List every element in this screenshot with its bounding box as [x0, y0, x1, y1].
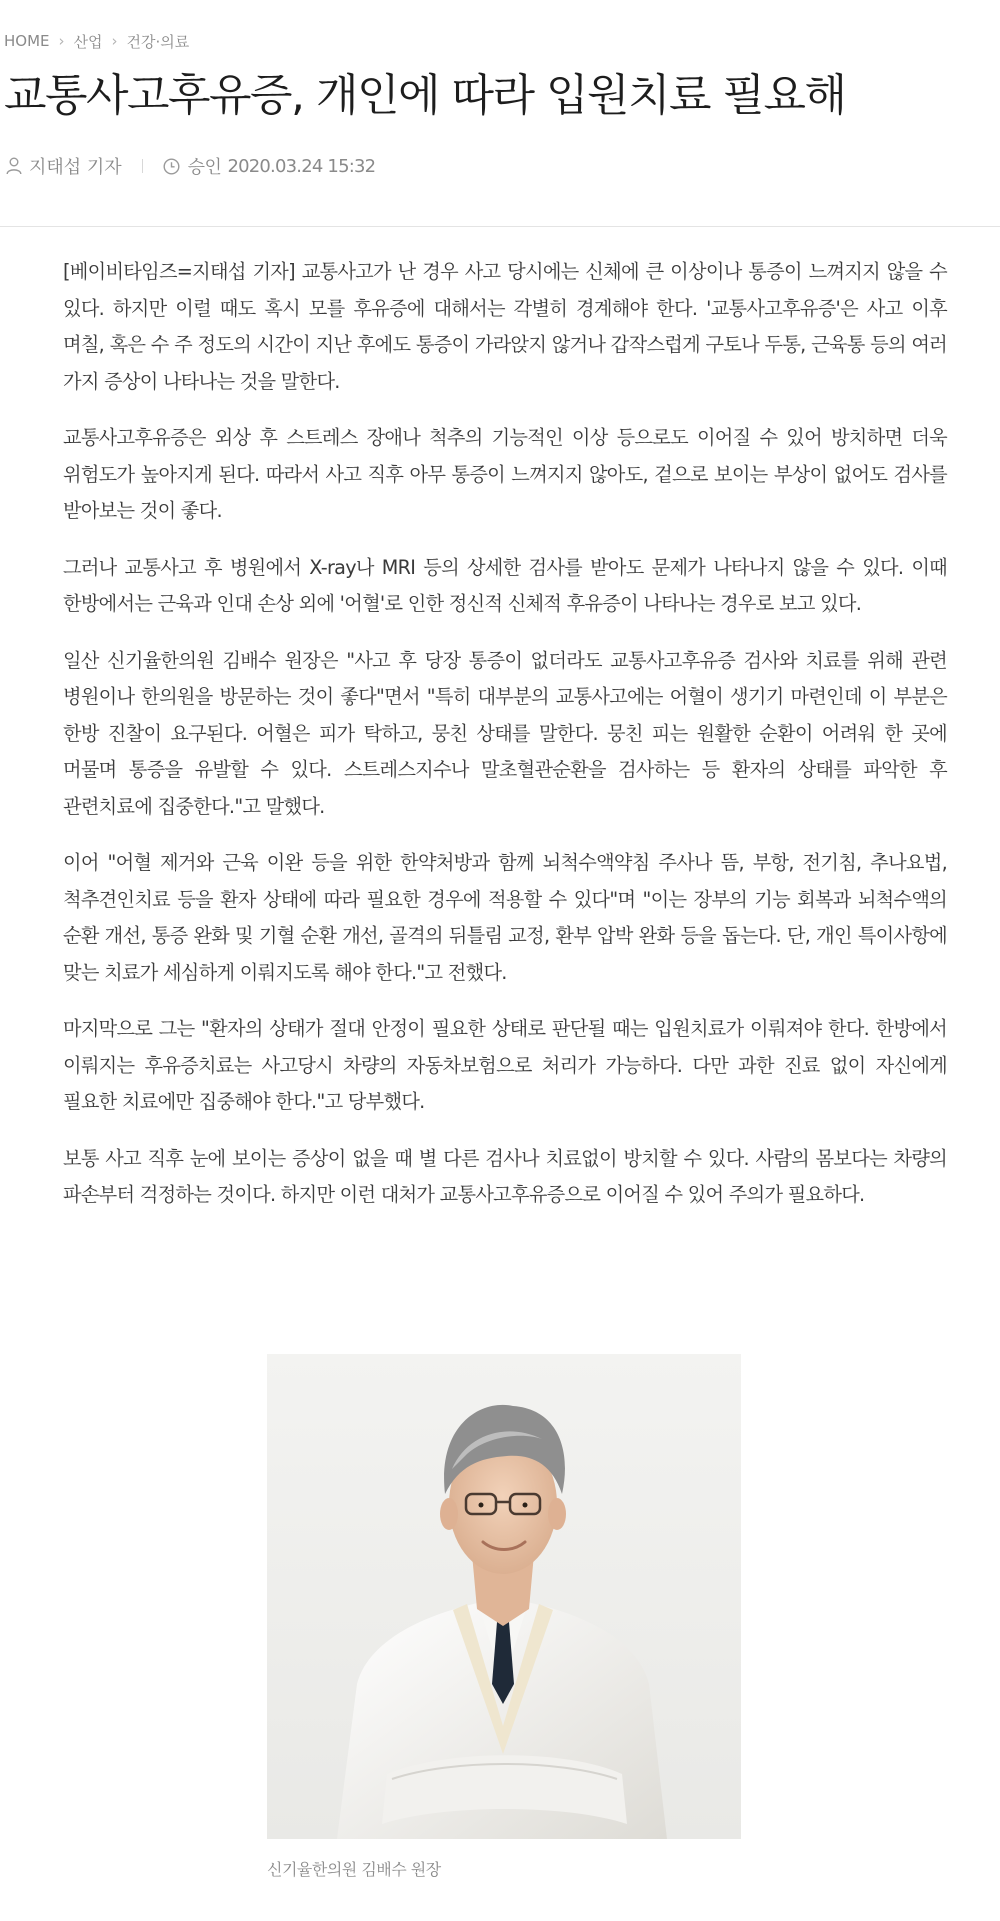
clock-icon: [163, 158, 180, 175]
breadcrumb-subsection[interactable]: 건강·의료: [126, 32, 190, 51]
article-body: [63, 254, 947, 1234]
user-icon: [6, 157, 22, 175]
article-paragraph: 일산 신기율한의원 김배수 원장은 "사고 후 당장 통증이 없더라도 교통사고후유증 검사와 치료를 위해 관련 병원이나 한의원을 방문하는 것이 좋다"면서 "특히 대부분의 교통사고에는 어혈이 생기기 마련인데 이 부분은 한방 진찰이 요구된다. 어혈은 피가 탁하고, 뭉친 상태를 말한다. 뭉친 피는 원활한 순환이 어려워 한 곳에 머물며 통증을 유발할 수 있다. 스트레스지수나 말초혈관순환을 검사하는 등 환자의 상태를 파악한 후 관련치료에 집중한다."고 말했다.: [63, 648, 947, 818]
header-divider: [0, 226, 1000, 227]
breadcrumb: [4, 30, 189, 52]
article-paragraph: 이어 "어혈 제거와 근육 이완 등을 위한 한약처방과 함께 뇌척수액약침 주사나 뜸, 부항, 전기침, 추나요법, 척추견인치료 등을 환자 상태에 따라 필요한 경우에 적용할 수 있다"며 "이는 장부의 기능 회복과 뇌척수액의 순환 개선, 통증 완화 및 기혈 순환 개선, 골격의 뒤틀림 교정, 환부 압박 완화 등을 돕는다. 단, 개인 특이사항에 맞는 치료가 세심하게 이뤄지도록 해야 한다."고 전했다.: [63, 851, 947, 984]
publish-date: 2020.03.24 15:32: [227, 155, 376, 177]
breadcrumb-section[interactable]: 산업: [73, 32, 103, 51]
article-paragraph: 보통 사고 직후 눈에 보이는 증상이 없을 때 별 다른 검사나 치료없이 방치할 수 있다. 사람의 몸보다는 차량의 파손부터 걱정하는 것이다. 하지만 이런 대처가 교통사고후유증으로 이어질 수 있어 주의가 필요하다.: [63, 1146, 947, 1206]
article-paragraph: [베이비타임즈=지태섭 기자] 교통사고가 난 경우 사고 당시에는 신체에 큰 이상이나 통증이 느껴지지 않을 수 있다. 하지만 이럴 때도 혹시 모를 후유증에 대해서는 각별히 경계해야 한다. '교통사고후유증'은 사고 이후 며칠, 혹은 수 주 정도의 시간이 지난 후에도 통증이 가라앉지 않거나 갑작스럽게 구토나 두통, 근육통 등의 여러 가지 증상이 나타나는 것을 말한다.: [63, 260, 947, 393]
chevron-right-icon: ›: [111, 32, 118, 50]
author-name[interactable]: 지태섭 기자: [29, 157, 122, 178]
article-title: 교통사고후유증, 개인에 따라 입원치료 필요해: [4, 70, 846, 121]
article-figure: [267, 1354, 741, 1880]
approve-label: 승인: [187, 157, 222, 178]
doctor-portrait-image: [267, 1354, 741, 1839]
figure-caption: 신기율한의원 김배수 원장: [267, 1860, 441, 1879]
breadcrumb-home[interactable]: HOME: [4, 32, 50, 50]
article-paragraph: 마지막으로 그는 "환자의 상태가 절대 안정이 필요한 상태로 판단될 때는 입원치료가 이뤄져야 한다. 한방에서 이뤄지는 후유증치료는 사고당시 차량의 자동차보험으로 처리가 가능하다. 다만 과한 진료 없이 자신에게 필요한 치료에만 집중해야 한다."고 당부했다.: [63, 1017, 947, 1113]
article-meta: [6, 152, 375, 180]
chevron-right-icon: ›: [58, 32, 65, 50]
meta-divider: [142, 159, 143, 173]
article-paragraph: 교통사고후유증은 외상 후 스트레스 장애나 척추의 기능적인 이상 등으로도 이어질 수 있어 방치하면 더욱 위험도가 높아지게 된다. 따라서 사고 직후 아무 통증이 느껴지지 않아도, 겉으로 보이는 부상이 없어도 검사를 받아보는 것이 좋다.: [63, 426, 947, 522]
article-paragraph: 그러나 교통사고 후 병원에서 X-ray나 MRI 등의 상세한 검사를 받아도 문제가 나타나지 않을 수 있다. 이때 한방에서는 근육과 인대 손상 외에 '어혈'로 인한 정신적 신체적 후유증이 나타나는 경우로 보고 있다.: [63, 555, 947, 615]
